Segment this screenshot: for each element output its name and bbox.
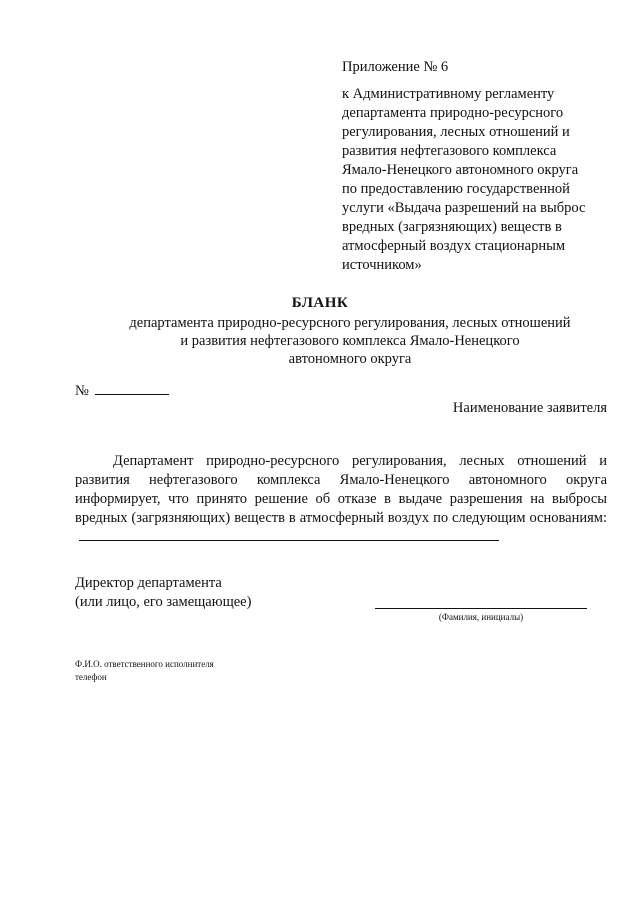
body-paragraph — [75, 452, 607, 547]
number-blank-line — [95, 382, 169, 395]
department-heading — [60, 314, 640, 368]
number-label: № — [75, 383, 89, 399]
director-block — [75, 574, 251, 612]
appendix-line: вредных (загрязняющих) веществ в — [342, 219, 562, 235]
appendix-line: развития нефтегазового комплекса — [342, 143, 557, 159]
appendix-number: Приложение № 6 — [342, 59, 449, 75]
appendix-line: услуги «Выдача разрешений на выброс — [342, 200, 586, 216]
department-heading-line: департамента природно-ресурсного регулирования, лесных отношений — [129, 315, 571, 331]
appendix-line: по предоставлению государственной — [342, 181, 570, 197]
signature-caption: (Фамилия, инициалы) — [438, 612, 524, 622]
appendix-line: к Административному регламенту — [342, 86, 555, 102]
applicant-name-label: Наименование заявителя — [452, 400, 607, 416]
appendix-block — [342, 58, 602, 275]
department-heading-line: и развития нефтегазового комплекса Ямало-Ненецкого — [180, 333, 520, 349]
appendix-line: атмосферный воздух стационарным — [342, 238, 566, 254]
executor-phone-label: телефон — [75, 672, 107, 682]
executor-name-label: Ф.И.О. ответственного исполнителя — [75, 659, 214, 669]
signature-line — [375, 608, 587, 609]
department-heading-line: автономного округа — [288, 351, 412, 367]
director-substitute: (или лицо, его замещающее) — [75, 594, 252, 610]
form-title: БЛАНК — [291, 295, 349, 311]
grounds-blank-line — [79, 528, 499, 541]
director-title: Директор департамента — [75, 575, 222, 591]
appendix-line: источником» — [342, 257, 422, 273]
executor-block — [75, 658, 214, 684]
body-text: Департамент природно-ресурсного регулирования, лесных отношений и развития нефтегазового комплекса Ямало-Ненецкого автономного округа информирует, что принято решение об отказе в выдаче разрешения на выбросы вредных (загрязняющих) веществ в атмосферный воздух по следующим основаниям: — [75, 453, 607, 526]
appendix-line: Ямало-Ненецкого автономного округа — [342, 162, 579, 178]
appendix-line: регулирования, лесных отношений и — [342, 124, 570, 140]
document-number-row — [75, 382, 169, 400]
appendix-line: департамента природно-ресурсного — [342, 105, 564, 121]
